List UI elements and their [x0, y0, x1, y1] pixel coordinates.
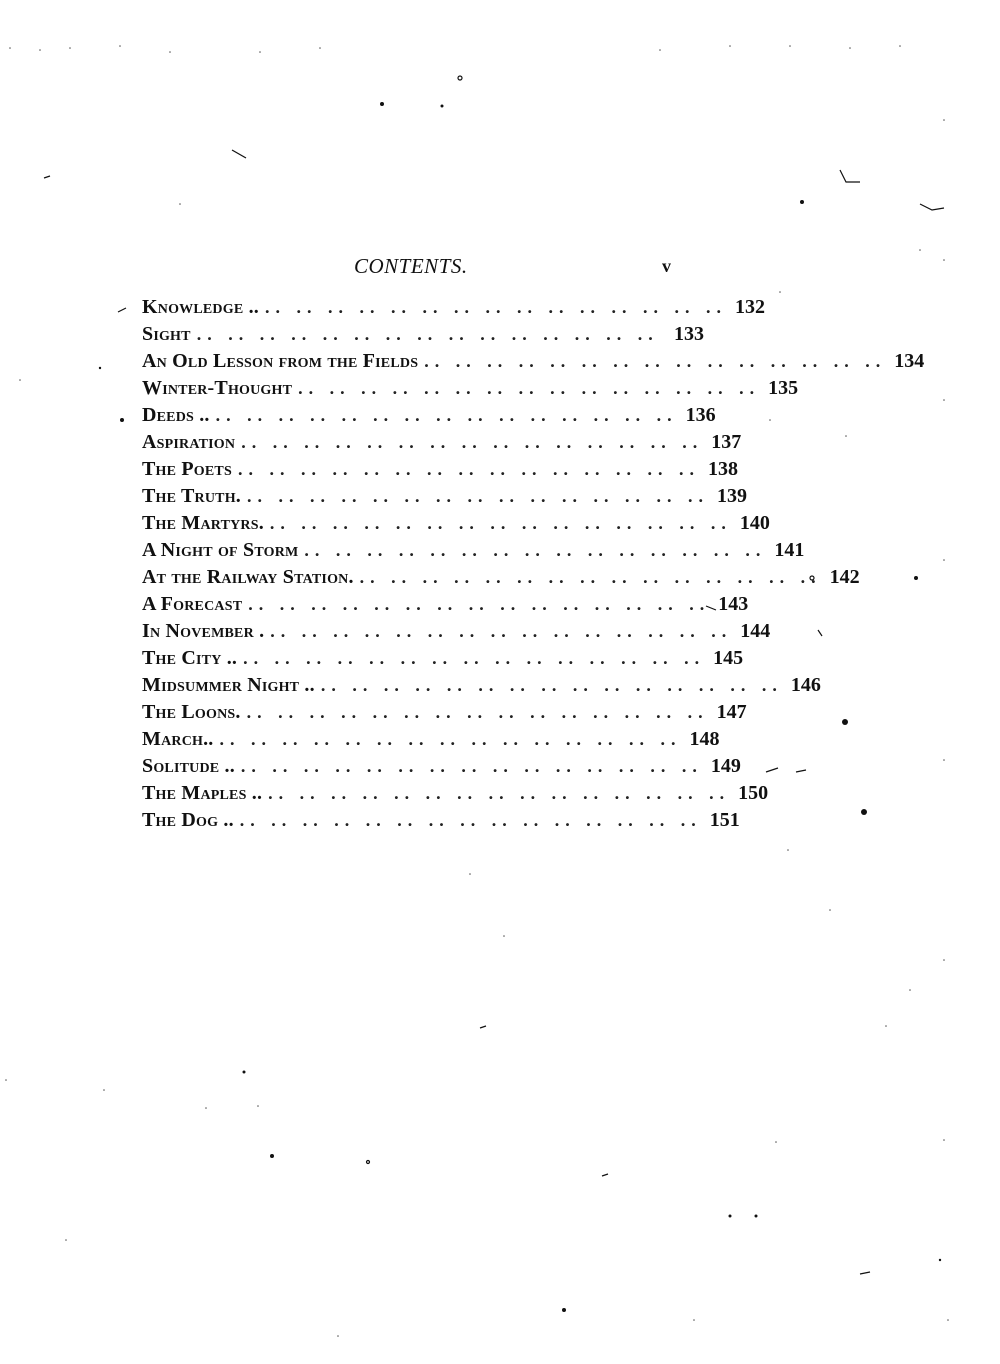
table-of-contents [142, 296, 925, 836]
toc-leader-dots: .. .. .. .. .. .. .. .. .. .. .. .. .. .. .. [237, 459, 700, 479]
toc-entry [142, 296, 765, 323]
toc-entry-page: 139 [717, 485, 747, 507]
toc-entry-title: March.. [142, 728, 214, 750]
toc-leader-dots: .. .. .. .. .. .. .. .. .. .. .. .. .. .. .. [268, 783, 731, 803]
toc-leader-dots: .. .. .. .. .. .. .. .. .. .. .. .. .. .. .. [248, 594, 711, 614]
toc-leader-dots: .. .. .. .. .. .. .. .. .. .. .. .. .. .. .. [270, 621, 733, 641]
toc-entry-page: 133 [674, 323, 704, 345]
toc-leader-dots: .. .. .. .. .. .. .. .. .. .. .. .. .. .. .. [240, 756, 703, 776]
toc-entry [142, 539, 805, 566]
contents-heading: CONTENTS. [354, 254, 468, 278]
toc-leader-dots: .. .. .. .. .. .. .. .. .. .. .. .. .. .. .. [320, 675, 783, 695]
toc-entry-title: In November . [142, 620, 265, 642]
toc-entry-title: Aspiration [142, 431, 236, 453]
toc-entry [142, 755, 741, 782]
toc-leader-dots: .. .. .. .. .. .. .. .. .. .. .. .. .. .. .. [264, 297, 727, 317]
toc-entry-page: 141 [774, 539, 805, 561]
toc-entry-title: A Night of Storm [142, 539, 299, 561]
toc-entry-page: 135 [768, 377, 799, 399]
toc-entry [142, 323, 704, 350]
toc-entry-title: Winter-Thought [142, 377, 293, 399]
toc-entry [142, 431, 742, 458]
toc-leader-dots: .. .. .. .. .. .. .. .. .. .. .. .. .. .. .. [215, 405, 678, 425]
toc-entry [142, 512, 770, 539]
toc-entry-page: 148 [689, 728, 720, 750]
toc-entry [142, 404, 716, 431]
toc-entry-title: Deeds .. [142, 404, 210, 426]
toc-entry [142, 458, 738, 485]
toc-leader-dots: .. .. .. .. .. .. .. .. .. .. .. .. .. .. .. [243, 648, 706, 668]
toc-leader-dots: .. .. .. .. .. .. .. .. .. .. .. .. .. .. .. [424, 351, 887, 371]
toc-entry-page: 134 [894, 350, 925, 372]
toc-leader-dots: .. .. .. .. .. .. .. .. .. .. .. .. .. .. .. [246, 702, 709, 722]
toc-entry-page: 149 [710, 755, 741, 777]
toc-leader-dots: .. .. .. .. .. .. .. .. .. .. .. .. .. .. .. [298, 378, 761, 398]
toc-entry [142, 620, 771, 647]
toc-leader-dots: .. .. .. .. .. .. .. .. .. .. .. .. .. .. .. [196, 324, 659, 344]
toc-entry-page: 147 [716, 701, 747, 723]
toc-entry-page: 140 [739, 512, 770, 534]
toc-entry-title: The Maples .. [142, 782, 263, 804]
toc-entry-title: Solitude .. [142, 755, 235, 777]
toc-entry-page: 136 [685, 404, 716, 426]
toc-entry-page: 151 [709, 809, 740, 831]
toc-entry-page: 132 [734, 296, 765, 318]
toc-entry-title: The Poets [142, 458, 232, 480]
toc-entry-title: The Dog .. [142, 809, 234, 831]
toc-leader-dots: .. .. .. .. .. .. .. .. .. .. .. .. .. .. .. [359, 567, 822, 587]
toc-entry-title: The City .. [142, 647, 238, 669]
toc-entry-title: A Forecast [142, 593, 243, 615]
toc-entry [142, 701, 747, 728]
toc-leader-dots: .. .. .. .. .. .. .. .. .. .. .. .. .. .. .. [247, 486, 709, 506]
toc-entry [142, 782, 769, 809]
toc-entry-title: An Old Lesson from the Fields [142, 350, 419, 372]
toc-leader-dots: .. .. .. .. .. .. .. .. .. .. .. .. .. .. .. [304, 540, 767, 560]
toc-entry [142, 728, 720, 755]
toc-entry-title: The Truth. [142, 485, 241, 507]
toc-leader-dots: .. .. .. .. .. .. .. .. .. .. .. .. .. .. .. [241, 432, 704, 452]
toc-leader-dots: .. .. .. .. .. .. .. .. .. .. .. .. .. .. .. [219, 729, 682, 749]
toc-entry [142, 485, 747, 512]
toc-entry [142, 647, 744, 674]
toc-entry-title: Sight [142, 323, 191, 345]
toc-entry-title: Knowledge .. [142, 296, 259, 318]
toc-entry-page: 137 [711, 431, 742, 453]
toc-entry-page: 143 [718, 593, 749, 615]
toc-entry-page: 150 [738, 782, 769, 804]
toc-entry-title: The Loons. [142, 701, 241, 723]
toc-entry [142, 350, 925, 377]
toc-leader-dots: .. .. .. .. .. .. .. .. .. .. .. .. .. .. .. [239, 810, 702, 830]
toc-entry-title: At the Railway Station. [142, 566, 354, 588]
toc-entry-page: 145 [713, 647, 744, 669]
toc-entry-page: 138 [707, 458, 738, 480]
toc-entry [142, 377, 799, 404]
folio-number: v [662, 256, 671, 276]
toc-entry [142, 593, 749, 620]
toc-leader-dots: .. .. .. .. .. .. .. .. .. .. .. .. .. .. .. [269, 513, 732, 533]
toc-entry-title: Midsummer Night .. [142, 674, 315, 696]
toc-entry-page: 142 [829, 566, 860, 588]
toc-entry [142, 809, 740, 836]
toc-entry-page: 146 [790, 674, 821, 696]
toc-entry-page: 144 [740, 620, 771, 642]
toc-entry [142, 674, 821, 701]
toc-entry-title: The Martyrs. [142, 512, 264, 534]
toc-entry [142, 566, 860, 593]
page-header [140, 254, 680, 282]
